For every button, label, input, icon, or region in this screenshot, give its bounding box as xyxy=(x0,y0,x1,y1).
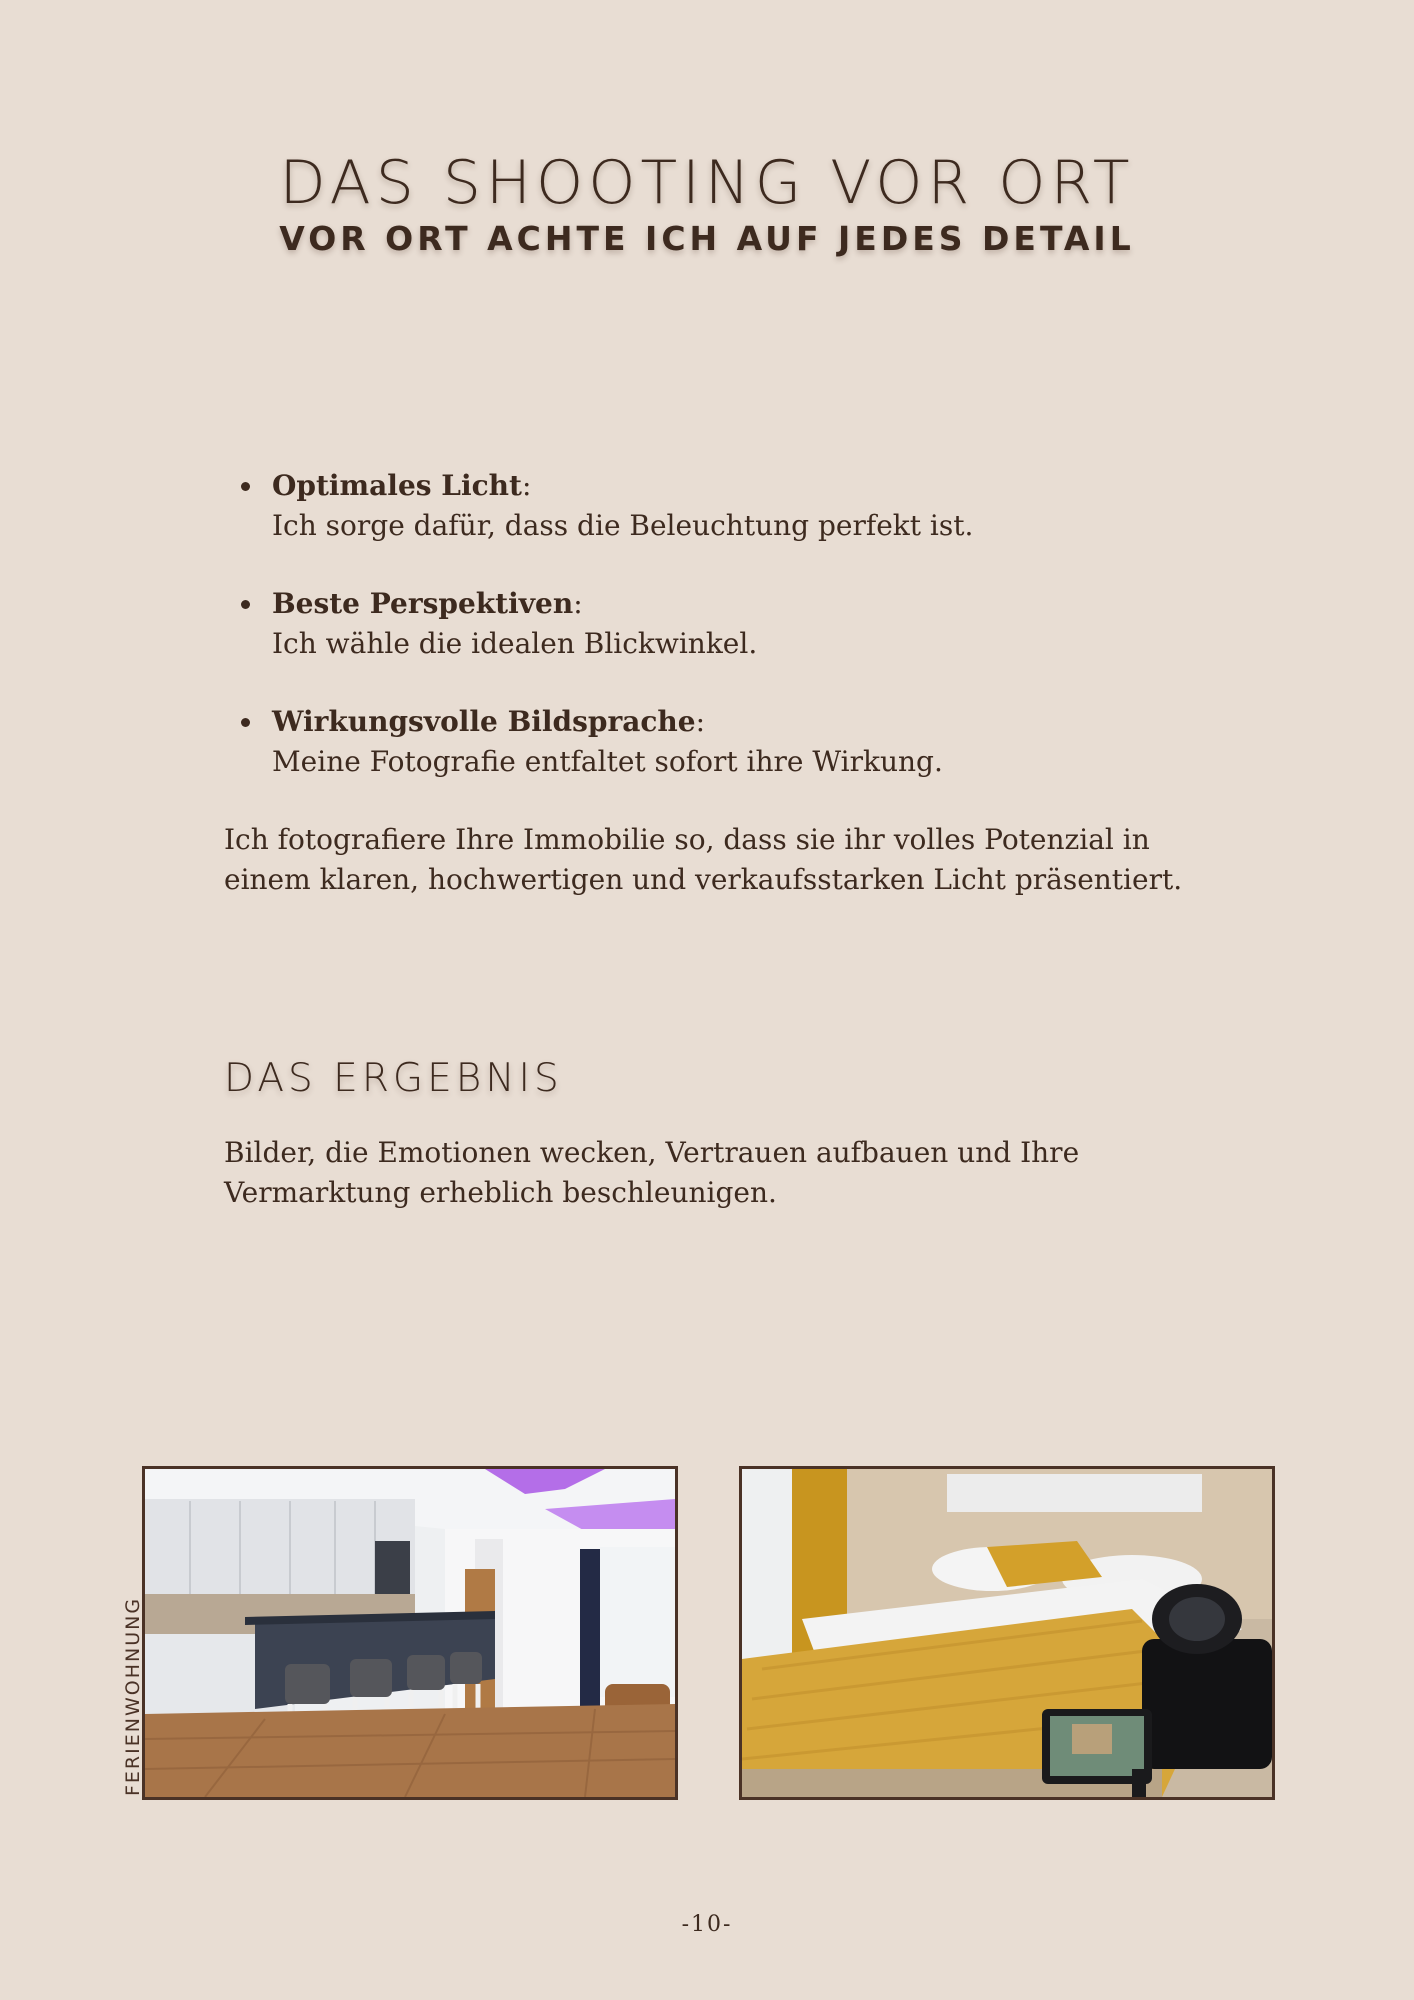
list-item xyxy=(224,466,1224,546)
feature-text: Ich sorge dafür, dass die Beleuchtung perfekt ist. xyxy=(272,509,974,542)
kitchen-illustration xyxy=(145,1469,675,1797)
feature-separator: : xyxy=(695,705,705,738)
bullet-icon xyxy=(241,600,250,609)
bedroom-illustration xyxy=(742,1469,1272,1797)
feature-separator: : xyxy=(573,587,583,620)
result-heading: DAS ERGEBNIS xyxy=(224,1056,563,1101)
kitchen-photo xyxy=(142,1466,678,1800)
list-item xyxy=(224,702,1224,782)
bedroom-photo xyxy=(739,1466,1275,1800)
page-title: DAS SHOOTING VOR ORT xyxy=(279,148,1135,218)
result-text: Bilder, die Emotionen wecken, Vertrauen aufbauen und Ihre Vermarktung erheblich beschleunigen. xyxy=(224,1136,1080,1209)
feature-heading: Wirkungsvolle Bildsprache xyxy=(272,705,696,738)
feature-text: Meine Fotografie entfaltet sofort ihre Wirkung. xyxy=(272,745,943,778)
intro-paragraph: Ich fotografiere Ihre Immobilie so, dass sie ihr volles Potenzial in einem klaren, hochwertigen und verkaufsstarken Licht präsentiert. xyxy=(224,823,1183,896)
feature-heading: Optimales Licht xyxy=(272,469,522,502)
gallery-side-label: FERIENWOHNUNG xyxy=(122,1596,144,1796)
list-item xyxy=(224,584,1224,664)
feature-text: Ich wähle die idealen Blickwinkel. xyxy=(272,627,758,660)
feature-list xyxy=(224,466,1224,820)
feature-separator: : xyxy=(521,469,532,502)
page-number: -10- xyxy=(681,1912,733,1937)
feature-heading: Beste Perspektiven xyxy=(272,587,574,620)
bullet-icon xyxy=(241,482,250,491)
page-subtitle: VOR ORT ACHTE ICH AUF JEDES DETAIL xyxy=(279,219,1135,258)
bullet-icon xyxy=(241,718,250,727)
